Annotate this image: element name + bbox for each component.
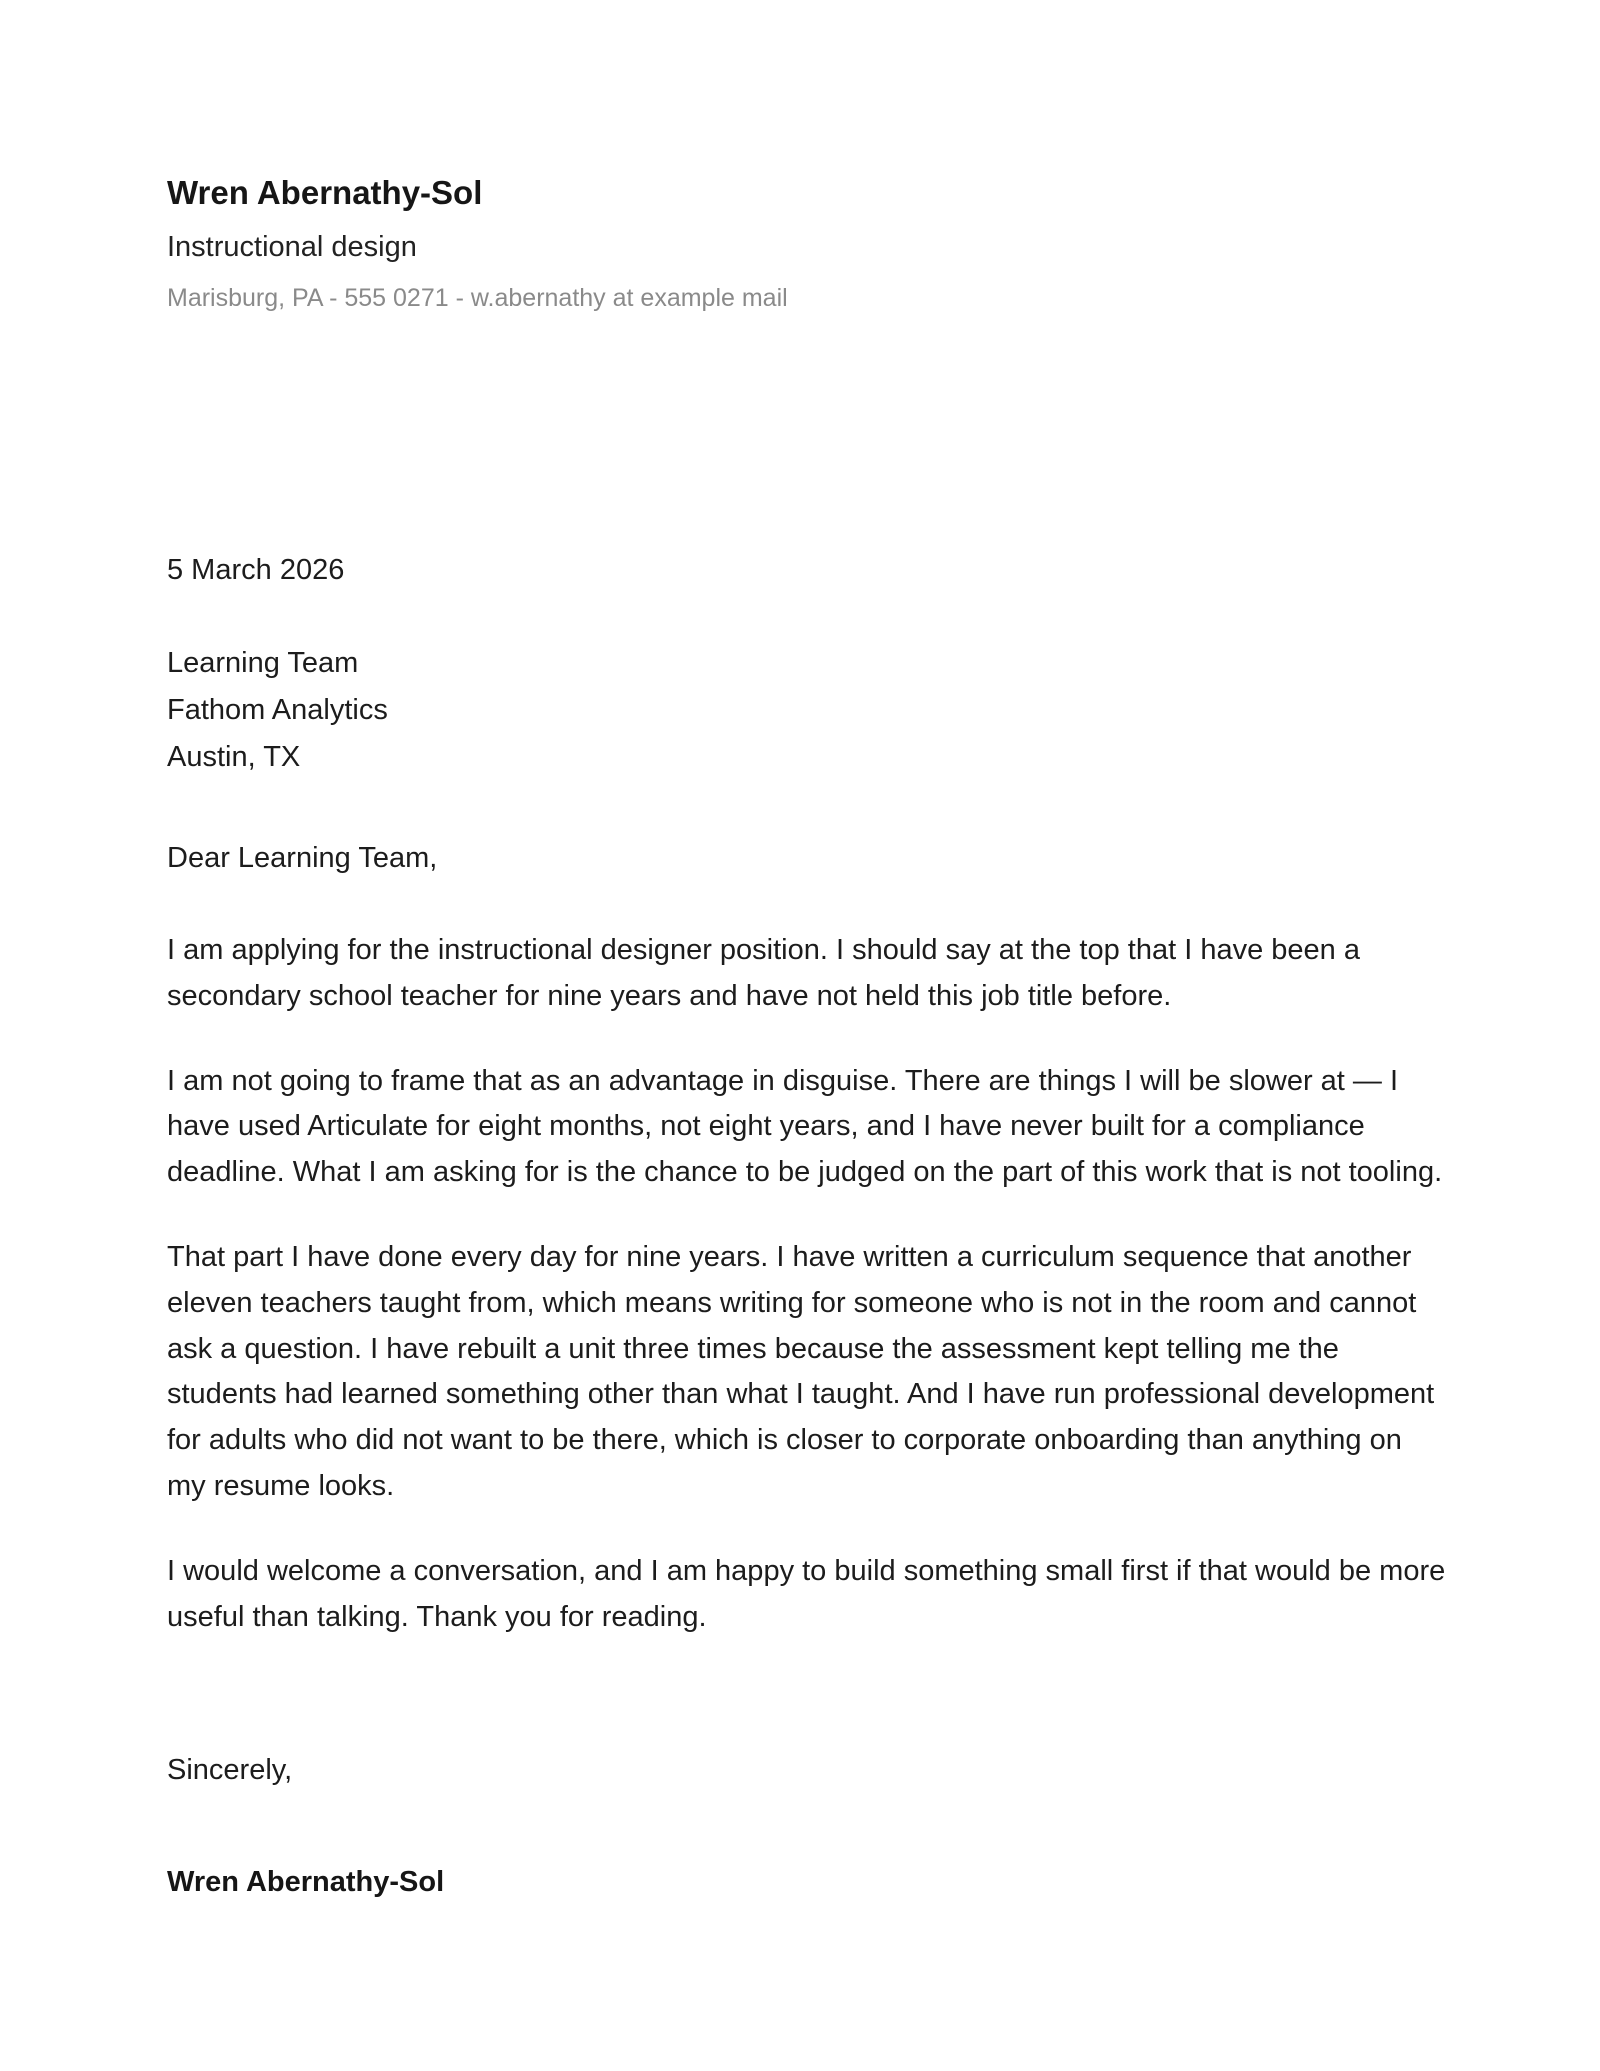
letter-body: [167, 928, 1447, 1679]
recipient-address: [167, 640, 388, 781]
body-paragraph-2: I am not going to frame that as an advantage in disguise. There are things I will be slower at — I have used Articulate for eight months, not eight years, and I have never built for a compliance deadline. What I am asking for is the chance to be judged on the part of this work that is not tooling.: [167, 1064, 1443, 1189]
cover-letter-page: [167, 0, 1447, 2071]
sender-contact: Marisburg, PA - 555 0271 - w.abernathy at example mail: [167, 284, 788, 312]
sender-name: Wren Abernathy-Sol: [167, 174, 483, 211]
salutation: Dear Learning Team,: [167, 842, 438, 874]
body-paragraph-1: I am applying for the instructional designer position. I should say at the top that I have been a secondary school teacher for nine years and have not held this job title before.: [167, 934, 1360, 1012]
body-paragraph-3: That part I have done every day for nine years. I have written a curriculum sequence that another eleven teachers taught from, which means writing for someone who is not in the room and cannot ask a question. I have rebuilt a unit three times because the assessment kept telling me the students had learned something other than what I taught. And I have run professional development for adults who did not want to be there, which is closer to corporate onboarding than anything on my resume looks.: [167, 1240, 1435, 1502]
recipient-line-team: Learning Team: [167, 647, 359, 679]
letter-date: 5 March 2026: [167, 554, 345, 586]
body-paragraph-4: I would welcome a conversation, and I am happy to build something small first if that would be more useful than talking. Thank you for reading.: [167, 1554, 1446, 1633]
closing: Sincerely,: [167, 1754, 293, 1786]
sender-role: Instructional design: [167, 231, 417, 263]
recipient-line-company: Fathom Analytics: [167, 694, 388, 726]
signature-name: Wren Abernathy-Sol: [167, 1866, 445, 1898]
recipient-line-location: Austin, TX: [167, 741, 301, 773]
